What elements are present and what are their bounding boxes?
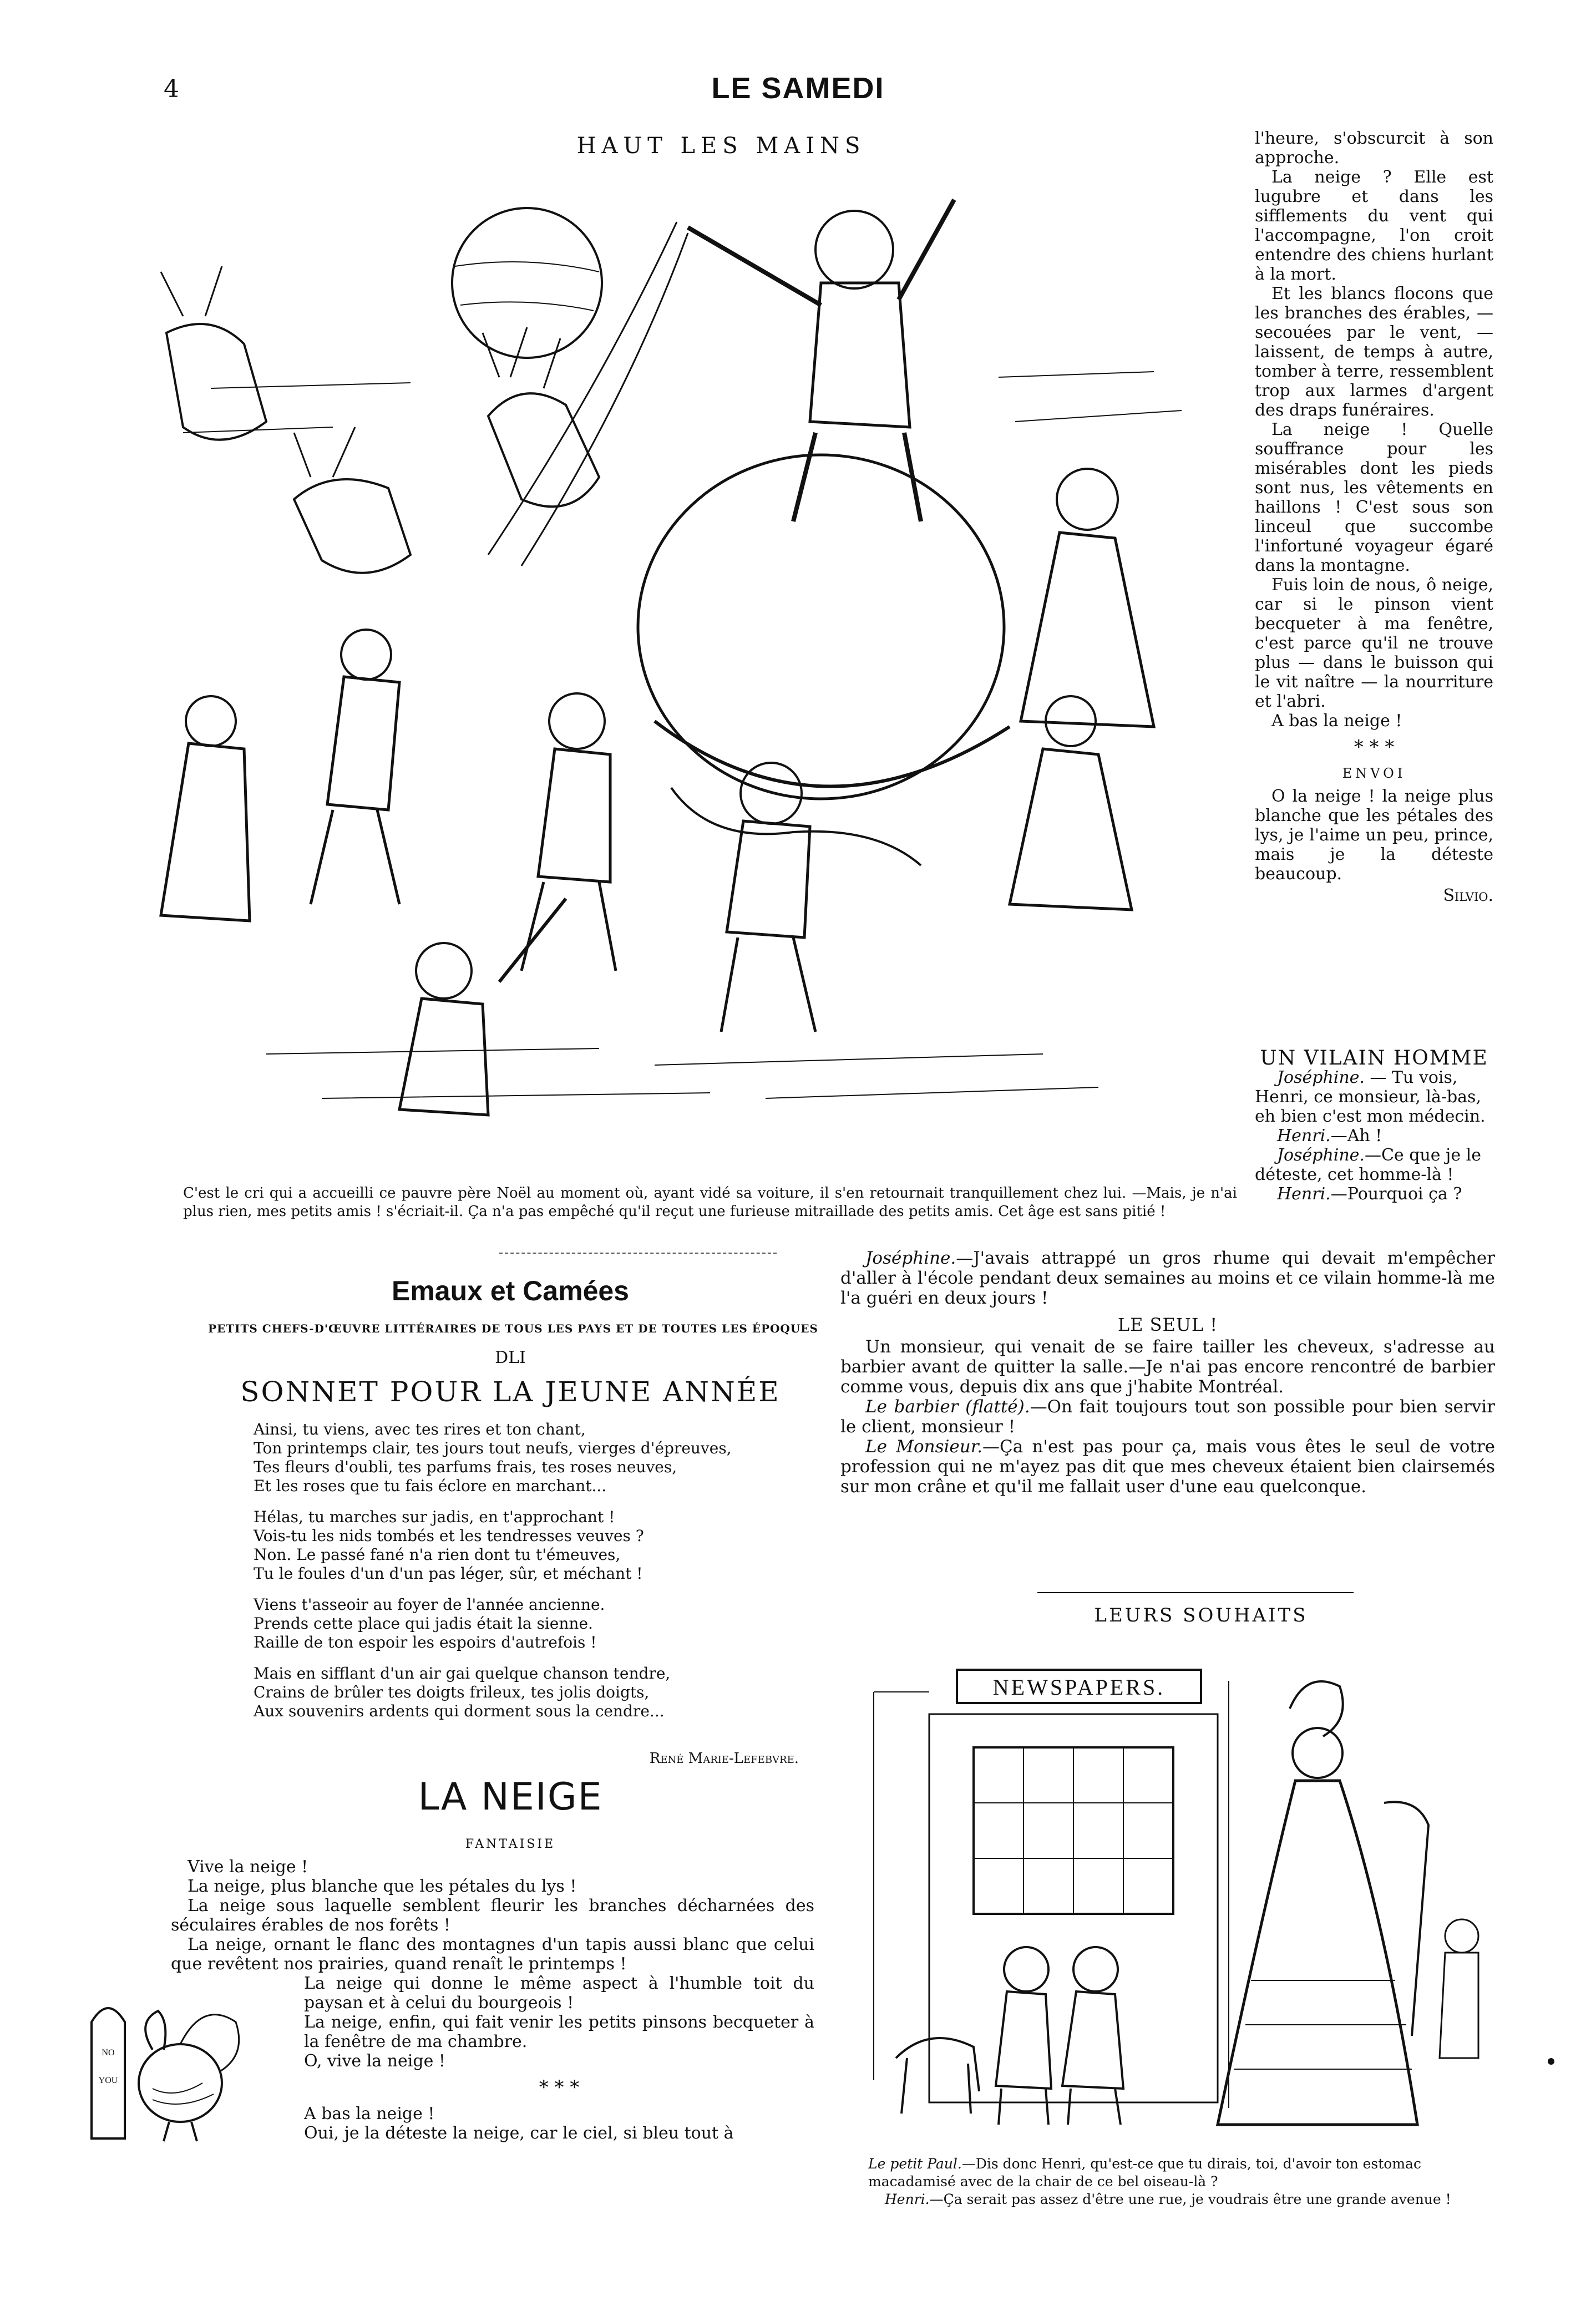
paragraph: La neige ! Quelle souffrance pour les misérables dont les pieds sont nus, les vêtements en haillons ! C'est sous son linceul que succombe l'infortuné voyageur égaré dans la montagne. [1255, 420, 1493, 575]
stanza [254, 1595, 808, 1652]
turkey-milestone-engraving [80, 1989, 252, 2144]
right-column [1255, 129, 1493, 905]
paragraph: Un monsieur, qui venait de se faire tailler les cheveux, s'adresse au barbier avant de quitter la salle.—Je n'ai pas encore rencontré de barbier comme vous, depuis dix ans que j'habite Montréal. [840, 1337, 1495, 1397]
milestone-label: YOU [98, 2076, 118, 2085]
speaker: Joséphine. [1277, 1068, 1365, 1087]
dialogue-line [1255, 1184, 1493, 1204]
paragraph: La neige, plus blanche que les pétales du lys ! [188, 1877, 577, 1896]
paragraph: La neige, ornant le flanc des montagnes d'un tapis aussi blanc que celui que revêtent nos prairies, quand renaît le printemps ! [171, 1935, 814, 1974]
envoi-text: O la neige ! la neige plus blanche que les pétales des lys, je l'aime un peu, prince, mais je la déteste beaucoup. [1255, 787, 1493, 884]
stanza [254, 1420, 808, 1496]
neige-subtitle: FANTAISIE [465, 1837, 556, 1851]
paragraph [840, 1248, 1495, 1308]
right-middle-column [840, 1248, 1495, 1497]
verse: Tes fleurs d'oubli, tes parfums frais, tes roses neuves, [254, 1458, 677, 1476]
stanza [254, 1664, 808, 1721]
dialogue-line [1255, 1068, 1493, 1126]
verse: Viens t'asseoir au foyer de l'année ancienne. [254, 1595, 605, 1614]
paragraph: Oui, je la déteste la neige, car le ciel, si bleu tout à [304, 2124, 734, 2143]
section-divider [1037, 1592, 1354, 1593]
speaker: Henri. [1277, 1184, 1331, 1204]
signature: Silvio. [1443, 886, 1493, 905]
shop-sign: NEWSPAPERS. [992, 1675, 1166, 1700]
page-number: 4 [164, 75, 179, 103]
dialogue-line [868, 2155, 1501, 2191]
dialogue-text: —Ça n'est pas pour ça, mais vous êtes le seul de votre profession qui ne m'ayez pas dit que mes cheveux étaient bien clairsemés sur mon crâne et qu'il me fallait user d'une eau quelconque. [840, 1437, 1495, 1497]
dialogue-line [1255, 1126, 1493, 1146]
souhaits-caption [868, 2155, 1501, 2208]
verse: Non. Le passé fané n'a rien dont tu t'émeuves, [254, 1545, 621, 1564]
paragraph: La neige qui donne le même aspect à l'humble toit du paysan et à celui du bourgeois ! [304, 1974, 814, 2013]
masthead: LE SAMEDI [711, 72, 885, 105]
paragraph: A bas la neige ! [1271, 711, 1402, 731]
dialogue-text: —J'avais attrappé un gros rhume qui devait m'empêcher d'aller à l'école pendant deux semaines au moins et ce vilain homme-là me l'a guéri en deux jours ! [840, 1248, 1495, 1308]
illustration-title: HAUT LES MAINS [576, 133, 866, 159]
dialogue-line [868, 2191, 1501, 2208]
paragraph [840, 1437, 1495, 1497]
verse: Ton printemps clair, tes jours tout neufs, vierges d'épreuves, [254, 1439, 732, 1457]
paragraph: La neige ? Elle est lugubre et dans les sifflements du vent qui l'accompagne, l'on croit entendre des chiens hurlant à la mort. [1255, 168, 1493, 284]
verse: Aux souvenirs ardents qui dorment sous la cendre... [254, 1702, 665, 1720]
verse: Et les roses que tu fais éclore en marchant... [254, 1477, 607, 1495]
verse: Prends cette place qui jadis était la sienne. [254, 1614, 593, 1633]
verse: Tu le foules d'un d'un pas léger, sûr, et méchant ! [254, 1564, 643, 1583]
spacer [854, 1234, 1492, 1235]
speaker: Le petit Paul. [868, 2156, 962, 2172]
verse: Vois-tu les nids tombés et les tendresses veuves ? [254, 1527, 644, 1545]
dialogue-text: — Tu vois, Henri, ce monsieur, là-bas, eh bien c'est mon médecin. [1255, 1068, 1486, 1126]
speaker: Joséphine. [1277, 1146, 1365, 1165]
caption-divider [499, 1253, 777, 1254]
vilain-section [1255, 1048, 1493, 1204]
dialogue-text: —On fait toujours tout son possible pour bien servir le client, monsieur ! [840, 1397, 1496, 1437]
paragraph: Et les blancs flocons que les branches des érables, — secouées par le vent, — laissent, de temps à autre, tomber à terre, ressemblent trop aux larmes d'argent des draps funéraires. [1255, 284, 1493, 420]
dialogue-text: —Ah ! [1330, 1126, 1382, 1146]
paragraph: Vive la neige ! [188, 1857, 308, 1877]
souhaits-title: LEURS SOUHAITS [1094, 1604, 1308, 1626]
speaker: Joséphine. [865, 1248, 956, 1268]
dialogue-text: —Pourquoi ça ? [1330, 1184, 1462, 1204]
verse: Ainsi, tu viens, avec tes rires et ton chant, [254, 1420, 586, 1438]
paragraph: l'heure, s'obscurcit à son approche. [1255, 129, 1493, 168]
verse: Crains de brûler tes doigts frileux, tes jolis doigts, [254, 1683, 650, 1701]
speaker: Henri. [1277, 1126, 1331, 1146]
turkey-illustration [80, 1989, 252, 2144]
speaker: Le barbier (flatté). [865, 1397, 1030, 1417]
emaux-subtitle: PETITS CHEFS-D'ŒUVRE LITTÉRAIRES DE TOUS LES PAYS ET DE TOUTES LES ÉPOQUES [208, 1322, 818, 1335]
verse: Raille de ton espoir les espoirs d'autrefois ! [254, 1633, 597, 1651]
dialogue-text: —Dis donc Henri, qu'est-ce que tu dirais, toi, d'avoir ton estomac macadamisé avec de la chair de ce bel oiseau-là ? [868, 2156, 1421, 2190]
dialogue-text: —Ce que je le déteste, cet homme-là ! [1255, 1146, 1481, 1184]
speaker: Henri. [885, 2191, 930, 2207]
speaker: Le Monsieur. [865, 1437, 982, 1457]
santa-engraving [100, 166, 1220, 1182]
santa-illustration [100, 166, 1220, 1182]
neige-title: LA NEIGE [418, 1775, 603, 1819]
separator-stars: * * * [539, 2076, 580, 2099]
newspaper-stand-engraving [863, 1636, 1495, 2152]
paragraph: Fuis loin de nous, ô neige, car si le pinson vient becqueter à ma fenêtre, c'est parce qu'il ne trouve plus — dans le buisson qui le vit naître — la nourriture et l'abri. [1255, 575, 1493, 711]
dialogue-line [1255, 1146, 1493, 1184]
section-title: LE SEUL ! [1117, 1314, 1218, 1335]
emaux-title: Emaux et Camées [391, 1275, 629, 1306]
envoi-label: ENVOI [1342, 766, 1406, 781]
verse: Hélas, tu marches sur jadis, en t'approchant ! [254, 1508, 615, 1526]
separator-stars: * * * [1354, 736, 1395, 758]
paragraph: La neige sous laquelle semblent fleurir les branches décharnées des séculaires érables de nos forêts ! [171, 1896, 814, 1935]
section-title: UN VILAIN HOMME [1260, 1047, 1488, 1070]
dli-label: DLI [495, 1348, 526, 1367]
verse: Mais en sifflant d'un air gai quelque chanson tendre, [254, 1664, 671, 1682]
milestone-label: NO [102, 2048, 115, 2057]
neige-body [171, 1857, 814, 2143]
paragraph: O, vive la neige ! [304, 2051, 445, 2071]
sonnet-poem [254, 1420, 808, 1733]
newspaper-stand-illustration [863, 1636, 1495, 2152]
dialogue-text: —Ça serait pas assez d'être une rue, je voudrais être une grande avenue ! [929, 2191, 1451, 2207]
sonnet-title: SONNET POUR LA JEUNE ANNÉE [240, 1376, 781, 1408]
paragraph: A bas la neige ! [304, 2104, 435, 2124]
stanza [254, 1508, 808, 1583]
poem-signature: René Marie-Lefebvre. [649, 1750, 799, 1767]
illustration-caption: C'est le cri qui a accueilli ce pauvre père Noël au moment où, ayant vidé sa voiture, il s'en retournait tranquillement chez lui. —Mais, je n'ai plus rien, mes petits amis ! s'écriait-il. Ça n'a pas empêché qu'il reçut une furieuse mitraillade des petits amis. Cet âge est sans pitié ! [183, 1185, 1237, 1220]
paragraph [840, 1397, 1495, 1437]
ink-dot [1548, 2058, 1554, 2065]
paragraph: La neige, enfin, qui fait venir les petits pinsons becqueter à la fenêtre de ma chambre. [304, 2013, 814, 2051]
